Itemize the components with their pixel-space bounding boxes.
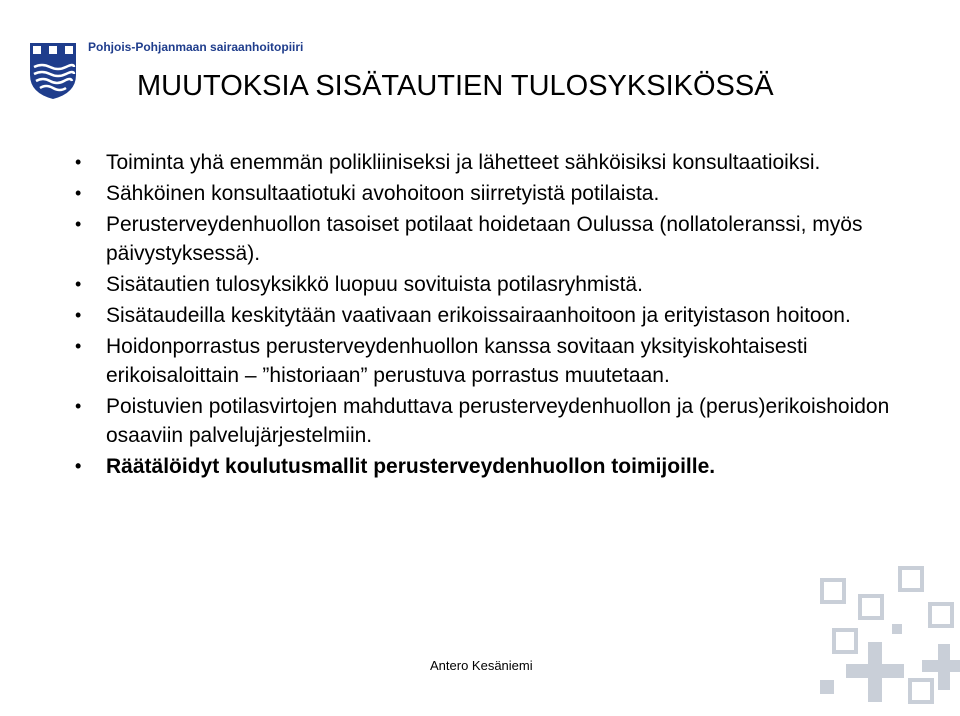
list-item bbox=[72, 148, 912, 177]
list-item-text: Sähköinen konsultaatiotuki avohoitoon siirretyistä potilaista. bbox=[106, 182, 660, 205]
list-item-text: Hoidonporrastus perusterveydenhuollon kanssa sovitaan yksityiskohtaisesti erikoisaloittain – ”historiaan” perustuva porrastus muutetaan. bbox=[106, 335, 808, 387]
list-item-text: Poistuvien potilasvirtojen mahduttava perusterveydenhuollon ja (perus)erikoishoidon osaaviin palvelujärjestelmiin. bbox=[106, 395, 890, 447]
bullet-icon: • bbox=[75, 274, 82, 294]
list-item bbox=[72, 392, 912, 450]
list-item bbox=[72, 210, 912, 268]
list-item-text: Toiminta yhä enemmän polikliiniseksi ja lähetteet sähköisiksi konsultaatioiksi. bbox=[106, 151, 821, 174]
bullet-list bbox=[72, 148, 912, 483]
page-title: MUUTOKSIA SISÄTAUTIEN TULOSYKSIKÖSSÄ bbox=[137, 70, 774, 102]
bullet-icon: • bbox=[75, 456, 82, 476]
list-item bbox=[72, 270, 912, 299]
list-item-text: Räätälöidyt koulutusmallit perusterveydenhuollon toimijoille. bbox=[106, 455, 716, 478]
organization-name: Pohjois-Pohjanmaan sairaanhoitopiiri bbox=[88, 40, 304, 54]
list-item bbox=[72, 332, 912, 390]
list-item bbox=[72, 301, 912, 330]
coat-of-arms-icon bbox=[28, 41, 78, 101]
bullet-icon: • bbox=[75, 214, 82, 234]
author-name: Antero Kesäniemi bbox=[430, 658, 533, 673]
bullet-icon: • bbox=[75, 336, 82, 356]
list-item bbox=[72, 179, 912, 208]
bullet-icon: • bbox=[75, 183, 82, 203]
bullet-icon: • bbox=[75, 152, 82, 172]
cross-pattern-icon bbox=[810, 560, 960, 716]
list-item-text: Perusterveydenhuollon tasoiset potilaat hoidetaan Oulussa (nollatoleranssi, myös päivystyksessä). bbox=[106, 213, 863, 265]
bullet-icon: • bbox=[75, 396, 82, 416]
list-item bbox=[72, 452, 912, 481]
list-item-text: Sisätaudeilla keskitytään vaativaan erikoissairaanhoitoon ja erityistason hoitoon. bbox=[106, 304, 851, 327]
list-item-text: Sisätautien tulosyksikkö luopuu sovituista potilasryhmistä. bbox=[106, 273, 643, 296]
bullet-icon: • bbox=[75, 305, 82, 325]
